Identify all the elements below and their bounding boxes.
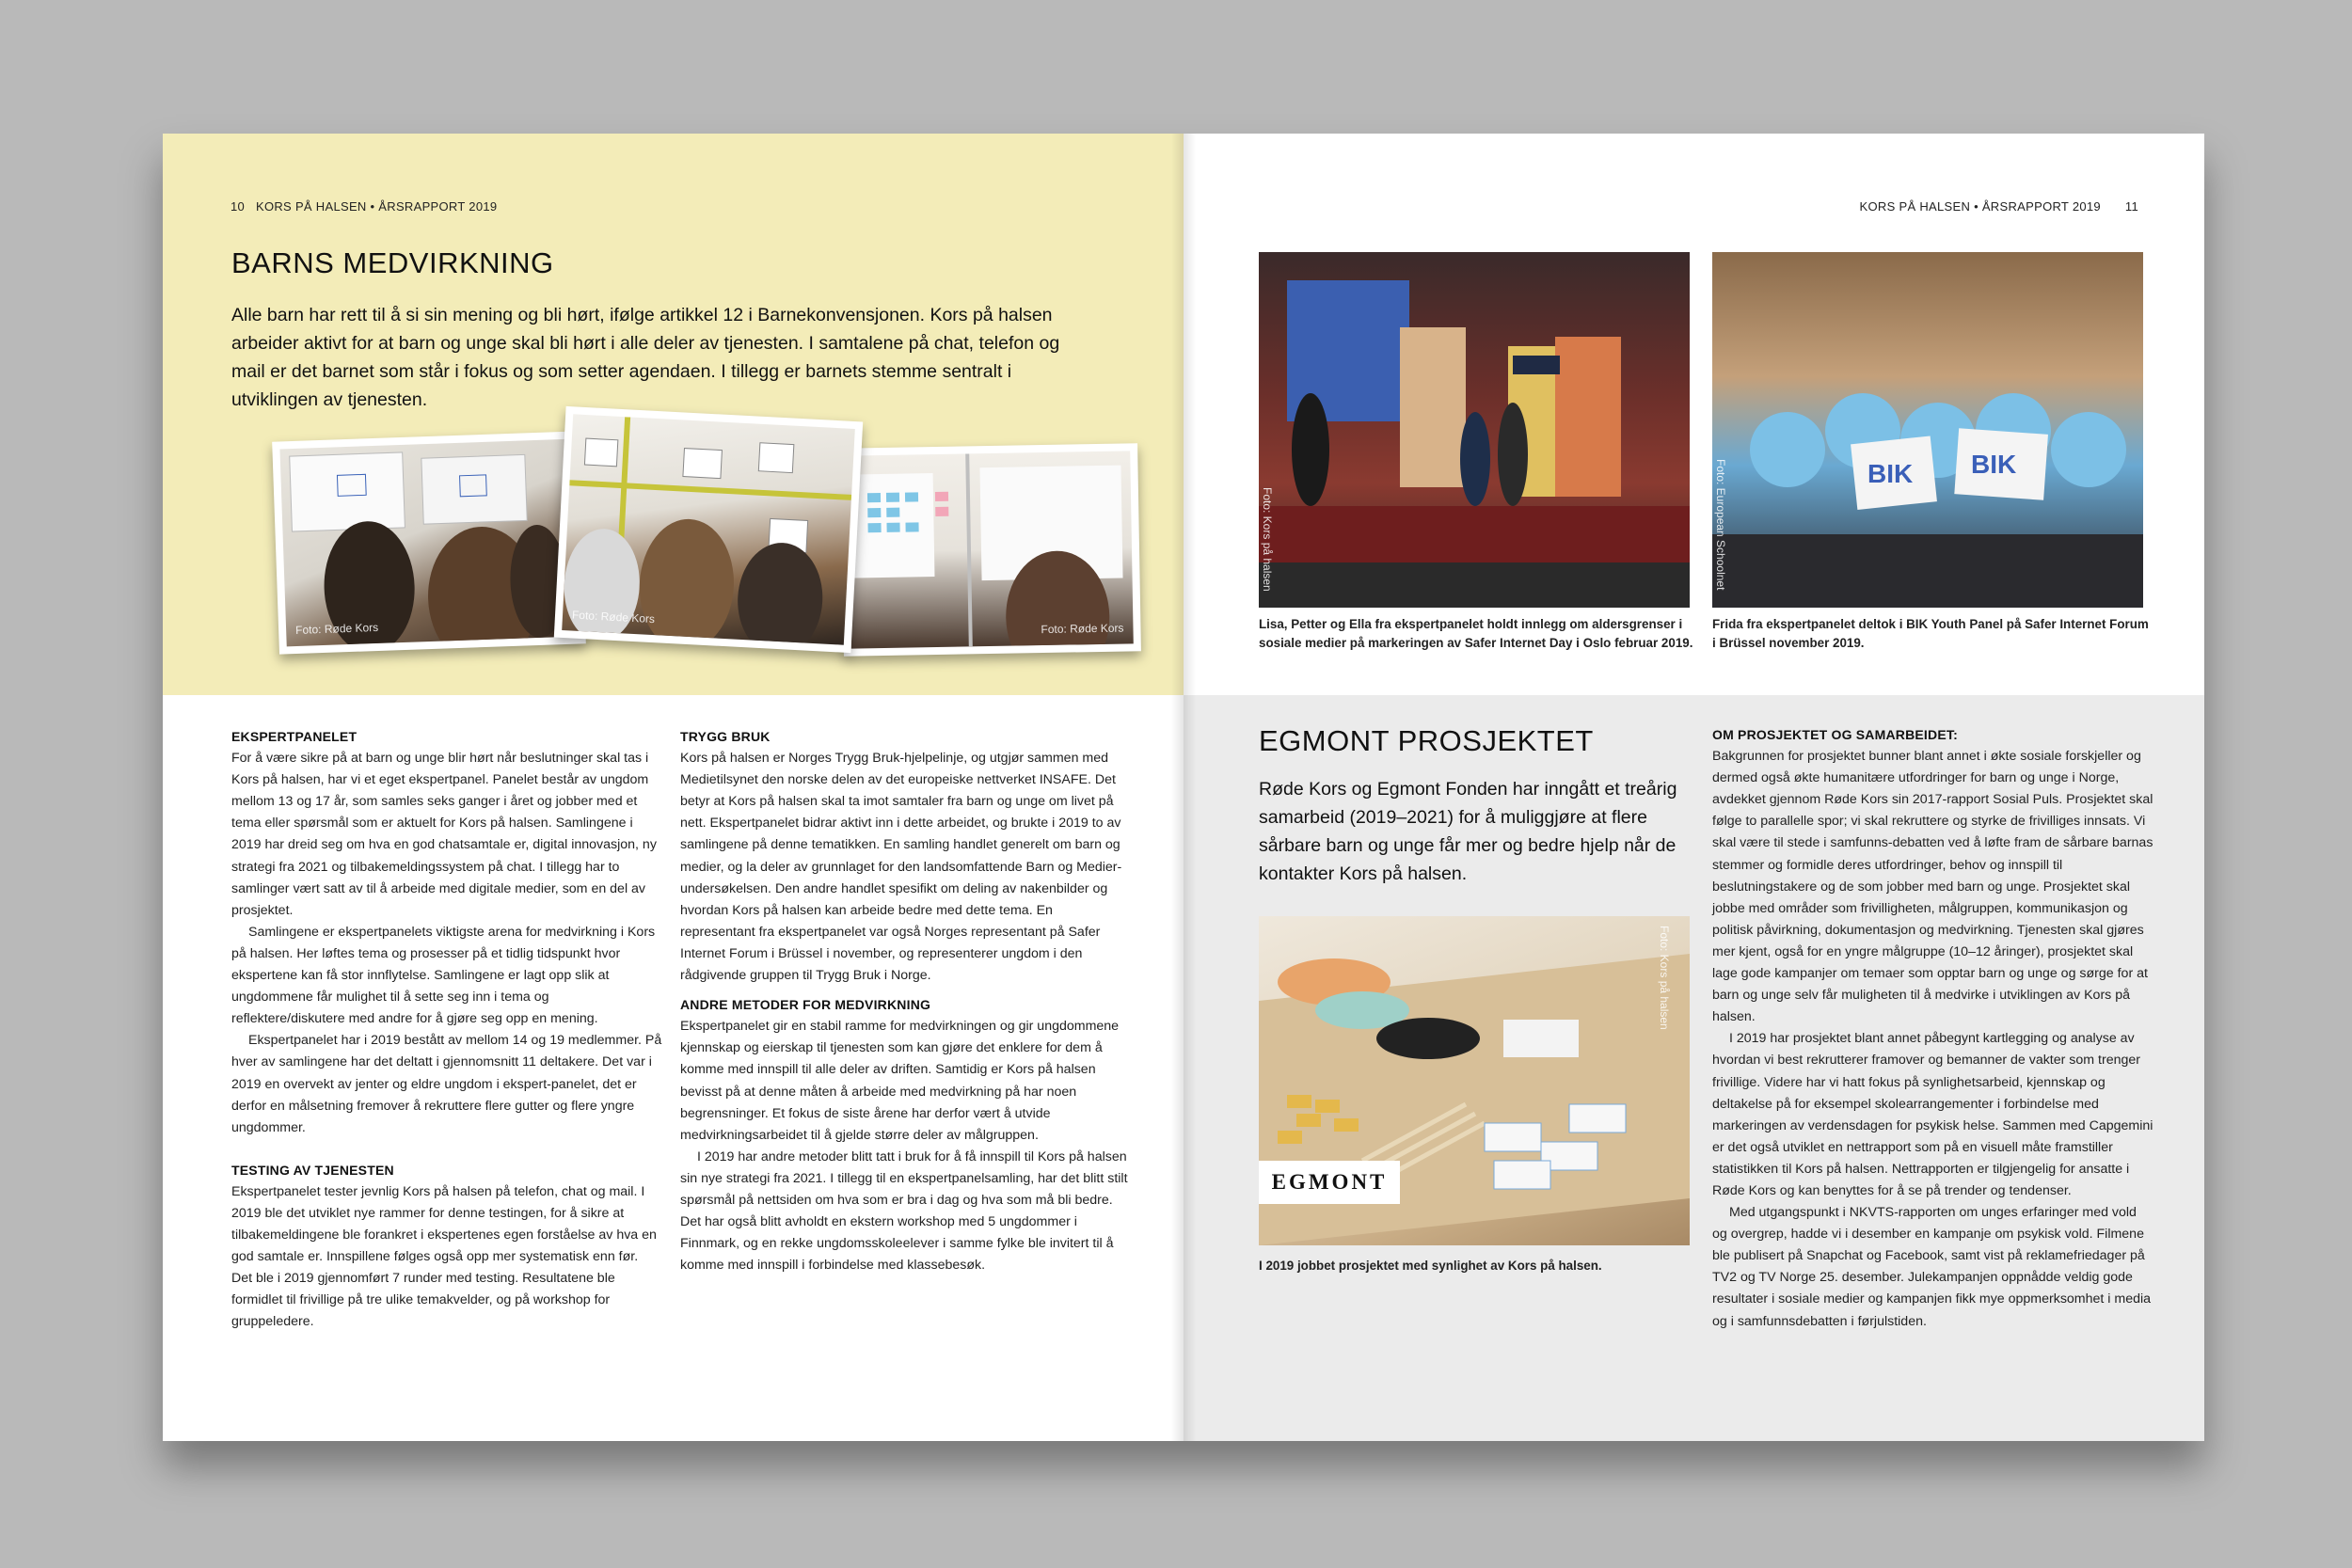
section-title-egmont: EGMONT PROSJEKTET [1259, 724, 1594, 757]
photo-workshop-3 [840, 443, 1141, 656]
photo-credit-3: Foto: Røde Kors [1041, 621, 1124, 637]
paragraph-andre-metoder-2: I 2019 har andre metoder blitt tatt i bruk for å få innspill til Kors på halsen sin nye strategi fra 2021. I tillegg til en ekspertpanelsamling, har det blitt stilt spørsmål på nettsiden om hva som er bra i dag og hva som må bli bedre. Det har også blitt avholdt en ekstern workshop med 5 ungdommer i Finnmark, og en rekke ungdomsskoleelever i samme fylke ble invitert til å komme med innspill i forbindelse med klassebesøk. [680, 1148, 1128, 1274]
paragraph-ekspertpanelet-2: Samlingene er ekspertpanelets viktigste arena for medvirkning i Kors på halsen. Her løftes tema og prosesser på et tidlig tidspunkt hvor ekspertene kan få stor innflytelse. Samlingene er lagt opp slik at ungdommene får mulighet til å sette seg inn i tema og reflektere/diskutere med andre for å gjøre seg opp en mening. [231, 924, 656, 1027]
photo-safer-internet-day [1259, 252, 1690, 608]
paragraph-andre-metoder-1: Ekspertpanelet gir en stabil ramme for medvirkningen og gir ungdommene kjennskap og eierskap til tjenesten som kan gjøre det enklere for dem å komme med innspill til alle deler av driften. Samtidig er Kors på halsen bevisst på at denne måten å arbeide med medvirkning på har noen begrensninger. Et fokus de siste årene har derfor vært å utvide medvirkningsarbeidet til å gjelde større deler av målgruppen. [680, 1019, 1120, 1143]
paragraph-om-prosjektet-1: Bakgrunnen for prosjektet bunner blant annet i økte sosiale forskjeller og dermed også økte humanitære utfordringer for barn og unge i Norge, avdekket gjennom Røde Kors sin 2017-rapport Sosial Puls. Prosjektet skal følge to parallelle spor; vi skal rekruttere og styrke de frivilliges innsats. Vi skal være til stede i samfunns-debatten ved å løfte fram de sårbare barnas stemmer og formidle deres utfordringer, behov og innspill til beslutningstakere og de som jobber med barn og unge. Prosjektet skal jobbe med områder som frivilligheten, målgruppen, kommunikasjon og politisk påvirkning, dokumentasjon og medvirkning. Tjenesten skal gjøres mer kjent, også for en yngre målgruppe (10–12 åringer), prosjektet skal lage gode kampanjer om temaer som opptar barn og unge og sørge for at barn og unge selv får muligheten til å medvirke i utviklingen av Kors på halsen. [1712, 749, 2153, 1025]
stage-illustration [1259, 252, 1690, 608]
paragraph-ekspertpanelet-1: For å være sikre på at barn og unge blir hørt når beslutninger skal tas i Kors på halsen, har vi et eget ekspertpanel. Panelet består av ungdom mellom 13 og 17 år, som samles seks ganger i året og jobber med et tema eller spørsmål som er aktuelt for Kors på halsen. Samlingene i 2019 har dreid seg om hva en god chatsamtale er, digital innovasjon, ny strategi fra 2021 og tilbakemeldingssystem på chat. I tillegg har to samlinger vært satt av til å arbeide med digitale medier, som en del av prosjektet. [231, 751, 657, 918]
heading-om-prosjektet: OM PROSJEKTET OG SAMARBEIDET: [1712, 727, 1958, 742]
photo3-caption: I 2019 jobbet prosjektet med synlighet av Kors på halsen. [1259, 1259, 1602, 1273]
photo1-caption: Lisa, Petter og Ella fra ekspertpanelet holdt innlegg om aldersgrenser i sosiale medier på markeringen av Safer Internet Day i Oslo februar 2019. [1259, 617, 1693, 650]
paragraph-ekspertpanelet-3: Ekspertpanelet har i 2019 bestått av mellom 14 og 19 medlemmer. På hver av samlingene har det deltatt i gjennomsnitt 11 deltakere. Det var i 2019 en overvekt av jenter og eldre ungdom i ekspert-panelet, det er derfor en målsetning fremover å rekruttere flere gutter og flere yngre ungdommer. [231, 1033, 662, 1135]
spine-gutter [1171, 134, 1196, 1441]
body-column-left-2 [680, 726, 1130, 1276]
photo-workshop-2 [554, 406, 863, 653]
svg-text:BIK: BIK [1867, 459, 1914, 488]
paragraph-trygg-bruk: Kors på halsen er Norges Trygg Bruk-hjelpelinje, og utgjør sammen med Medietilsynet den norske delen av det europeiske nettverket INSAFE. Det betyr at Kors på halsen skal ta imot samtaler fra barn og unge om livet på nett. Ekspertpanelet bidrar aktivt inn i dette arbeidet, og brukte i 2019 to av samlingene på denne tematikken. En samling handlet generelt om barn og medier, og la deler av grunnlaget for den landsomfattende Barn og Medier-undersøkelsen. Den andre handlet spesifikt om deling av nakenbilder og hvordan Kors på halsen kan arbeide bedre med dette tema. En representant fra ekspertpanelet var også Norges representant på Safer Internet Forum i Brüssel i november, og representerer ungdom i den rådgivende gruppen til Trygg Bruk i Norge. [680, 751, 1122, 984]
photo1-credit: Foto: Kors på halsen [1261, 487, 1274, 592]
egmont-logo: EGMONT [1259, 1161, 1400, 1204]
heading-andre-metoder: ANDRE METODER FOR MEDVIRKNING [680, 997, 931, 1013]
folio-text-left: KORS PÅ HALSEN • ÅRSRAPPORT 2019 [255, 199, 498, 214]
page-number-right: 11 [2124, 199, 2138, 214]
photo2-caption: Frida fra ekspertpanelet deltok i BIK Youth Panel på Safer Internet Forum i Brüssel november 2019. [1712, 617, 2149, 650]
body-column-left-1 [231, 726, 662, 1334]
svg-text:BIK: BIK [1971, 450, 2017, 479]
folio-left [230, 199, 497, 214]
heading-testing: TESTING AV TJENESTEN [231, 1162, 394, 1178]
lead-paragraph-egmont: Røde Kors og Egmont Fonden har inngått et treårig samarbeid (2019–2021) for å muliggjøre at flere sårbare barn og unge får mer og bedre hjelp når de kontakter Kors på halsen. [1259, 779, 1677, 884]
photo-bik-youth-panel [1712, 252, 2143, 608]
workshop-illustration-3 [848, 451, 1134, 648]
page-number-left: 10 [230, 199, 246, 214]
folio-text-right: KORS PÅ HALSEN • ÅRSRAPPORT 2019 [1859, 199, 2101, 214]
photo3-credit [1658, 926, 1671, 946]
heading-ekspertpanelet: EKSPERTPANELET [231, 729, 358, 744]
photo2-credit: Foto: European Schoolnet [1714, 459, 1727, 591]
photo-credit-1: Foto: Røde Kors [294, 620, 379, 638]
workshop-illustration-1 [279, 439, 578, 647]
photo-credit-2: Foto: Røde Kors [571, 608, 656, 626]
right-page [1184, 134, 2204, 1441]
heading-trygg-bruk: TRYGG BRUK [680, 729, 771, 744]
body-column-right [1712, 724, 2154, 1333]
paragraph-om-prosjektet-3: Med utgangspunkt i NKVTS-rapporten om unges erfaringer med vold og overgrep, hadde vi i desember en kampanje om psykisk vold. Filmene ble publisert på Snapchat og Facebook, samt vist på reklamefriedager på TV2 og TV Norge 25. desember. Julekampanjen oppnådde veldig gode resultater i sosiale medier og kampanjen fikk mye oppmerksomhet i media og i samfunnsdebatten i førjulstiden. [1712, 1205, 2152, 1329]
magazine-spread [163, 134, 2204, 1441]
lead-paragraph-left: Alle barn har rett til å si sin mening og bli hørt, ifølge artikkel 12 i Barnekonvensjonen. Kors på halsen arbeider aktivt for at barn og unge skal bli hørt i alle deler av tjenesten. I samtalene på chat, telefon og mail er det barnet som står i fokus og som setter agendaen. I tillegg er barnets stemme sentralt i utviklingen av tjenesten. [231, 305, 1060, 410]
paragraph-testing: Ekspertpanelet tester jevnlig Kors på halsen på telefon, chat og mail. I 2019 ble det utviklet nye rammer for denne testingen, for å sikre at tilbakemeldingene ble forankret i ekspertenes egen forståelse av hva en god samtale er. Innspillene følges også opp mer systematisk enn før. Det ble i 2019 gjennomført 7 runder med testing. Resultatene ble formidlet til frivillige på tre ulike temakvelder, og på workshop for gruppeledere. [231, 1183, 657, 1330]
photo-egmont-materials [1259, 916, 1690, 1245]
photo-workshop-1 [272, 431, 586, 654]
paragraph-om-prosjektet-2: I 2019 har prosjektet blant annet påbegynt kartlegging og analyse av hvordan vi best rekrutterer framover og bemanner de vakter som trenger frivillige. Videre har vi hatt fokus på synlighetsarbeid, kjennskap og deltakelse på for eksempel skolearrangementer i forbindelse med markeringen av verdensdagen for psykisk helse. Sammen med Capgemini er det også utviklet en nettrapport som på en visuell måte framstiller statistikken til Kors på halsen. Nettrapporten er tilgjengelig for ansatte i Røde Kors og kan benyttes for å se på trender og tendenser. [1712, 1031, 2153, 1198]
left-page [163, 134, 1184, 1441]
group-illustration [1712, 252, 2143, 608]
section-title-barns-medvirkning: BARNS MEDVIRKNING [231, 246, 554, 279]
folio-right [1860, 199, 2138, 214]
